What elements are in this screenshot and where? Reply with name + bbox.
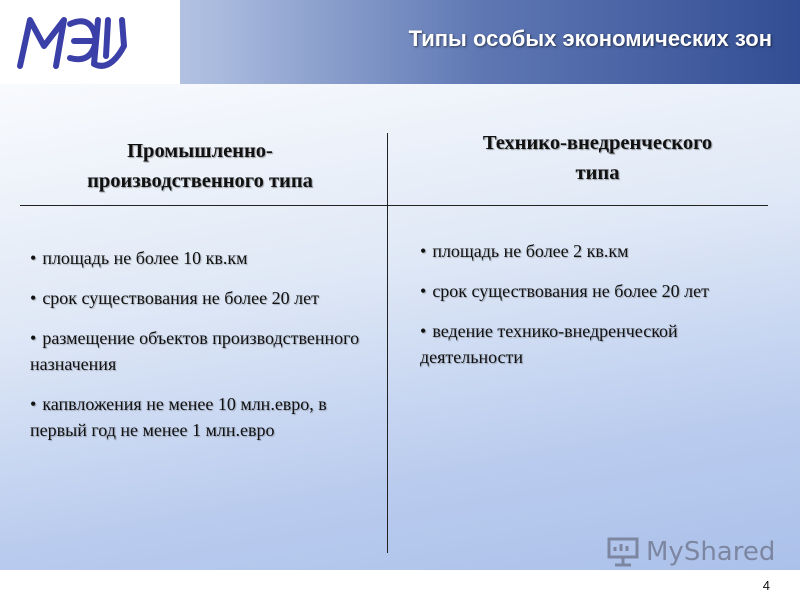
list-item-text: капвложения не менее 10 млн.евро, в первый год не менее 1 млн.евро <box>30 394 327 440</box>
heading-line: производственного типа <box>87 170 313 192</box>
list-item <box>30 391 375 443</box>
heading-line: типа <box>575 162 620 184</box>
industrial-bullet-list <box>30 245 375 457</box>
heading-line: Промышленно- <box>127 140 273 162</box>
bullet-icon: • <box>420 241 427 261</box>
heading-line: Технико-внедренческого <box>482 132 713 154</box>
bullet-icon: • <box>420 281 427 301</box>
bullet-icon: • <box>420 321 427 341</box>
bullet-icon: • <box>30 394 37 414</box>
bullet-icon: • <box>30 288 37 308</box>
bullet-icon: • <box>30 248 37 268</box>
heading-divider <box>20 205 768 206</box>
list-item <box>420 278 770 304</box>
slide-title: Типы особых экономических зон <box>408 26 772 51</box>
list-item-text: размещение объектов производственного назначения <box>30 328 360 374</box>
watermark <box>606 536 775 568</box>
bullet-icon: • <box>30 328 37 348</box>
header-bar <box>0 0 800 84</box>
list-item-text: срок существования не более 20 лет <box>42 288 319 308</box>
list-item-text: площадь не более 2 кв.км <box>432 241 629 261</box>
column-heading-industrial <box>30 136 370 196</box>
list-item-text: срок существования не более 20 лет <box>432 281 709 301</box>
list-item <box>420 238 770 264</box>
list-item <box>30 325 375 377</box>
footer <box>0 570 800 600</box>
watermark-text: MyShared <box>646 537 776 567</box>
logo-area <box>0 0 180 84</box>
presentation-board-icon <box>606 536 640 568</box>
university-logo <box>12 6 132 78</box>
technical-bullet-list <box>420 238 770 384</box>
list-item <box>420 318 770 370</box>
list-item-text: ведение технико-внедренческой деятельности <box>420 321 678 367</box>
list-item <box>30 285 375 311</box>
column-heading-technical <box>405 128 790 188</box>
list-item-text: площадь не более 10 кв.км <box>42 248 248 268</box>
list-item <box>30 245 375 271</box>
column-divider <box>387 133 388 553</box>
page-number: 4 <box>762 578 770 593</box>
